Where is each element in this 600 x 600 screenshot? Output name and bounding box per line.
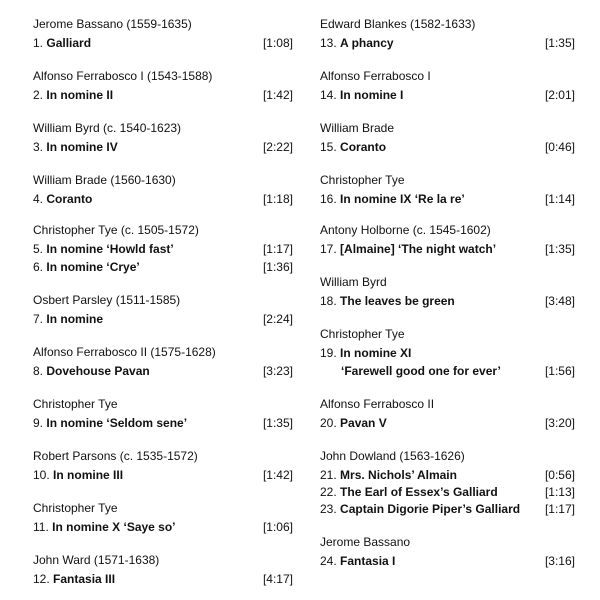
track-duration: [3:23] bbox=[262, 364, 293, 378]
track-title: Captain Digorie Piper’s Galliard bbox=[340, 502, 521, 516]
track-row bbox=[320, 414, 575, 432]
track-title: A phancy bbox=[340, 36, 394, 50]
track-duration: [0:56] bbox=[544, 468, 575, 482]
track-duration: [1:42] bbox=[262, 468, 293, 482]
track-duration: [3:16] bbox=[544, 554, 575, 568]
track-row bbox=[33, 240, 293, 258]
track-number: 6. bbox=[33, 260, 44, 274]
track-row bbox=[320, 292, 575, 310]
composer-name: Robert Parsons (c. 1535-1572) bbox=[33, 449, 198, 463]
track-title: Coranto bbox=[340, 140, 387, 154]
track-number: 19. bbox=[320, 346, 337, 360]
track-duration: [1:08] bbox=[262, 36, 293, 50]
track-title: The Earl of Essex’s Galliard bbox=[340, 485, 498, 499]
composer-name: John Dowland (1563-1626) bbox=[320, 449, 465, 463]
track-number: 10. bbox=[33, 468, 50, 482]
track-title: In nomine X ‘Saye so’ bbox=[52, 520, 176, 534]
composer-name: Christopher Tye (c. 1505-1572) bbox=[33, 223, 199, 237]
track-number: 5. bbox=[33, 242, 44, 256]
track-title: In nomine bbox=[46, 312, 104, 326]
track-number: 16. bbox=[320, 192, 337, 206]
track-row bbox=[320, 34, 575, 52]
composer-name: Edward Blankes (1582-1633) bbox=[320, 17, 476, 31]
composer-name: Antony Holborne (c. 1545-1602) bbox=[320, 223, 491, 237]
track-row bbox=[320, 362, 575, 380]
track-row bbox=[33, 86, 293, 104]
track-number: 4. bbox=[33, 192, 44, 206]
track-duration: [1:14] bbox=[544, 192, 575, 206]
track-title: ‘Farewell good one for ever’ bbox=[341, 364, 501, 378]
composer-name: Christopher Tye bbox=[320, 173, 405, 187]
track-duration: [1:17] bbox=[262, 242, 293, 256]
track-number: 15. bbox=[320, 140, 337, 154]
track-number: 23. bbox=[320, 502, 337, 516]
track-title: In nomine ‘Howld fast’ bbox=[46, 242, 174, 256]
track-title: Coranto bbox=[46, 192, 93, 206]
track-row bbox=[320, 86, 575, 104]
composer-name: Christopher Tye bbox=[33, 501, 118, 515]
track-row bbox=[33, 414, 293, 432]
track-number: 18. bbox=[320, 294, 337, 308]
track-number: 2. bbox=[33, 88, 44, 102]
track-number: 22. bbox=[320, 485, 337, 499]
track-duration: [4:17] bbox=[262, 572, 293, 586]
track-row bbox=[33, 258, 293, 276]
composer-name: William Byrd (c. 1540-1623) bbox=[33, 121, 182, 135]
track-title: Fantasia I bbox=[340, 554, 396, 568]
track-number: 24. bbox=[320, 554, 337, 568]
track-row bbox=[33, 362, 293, 380]
track-title: Fantasia III bbox=[53, 572, 116, 586]
track-title: In nomine ‘Seldom sene’ bbox=[46, 416, 188, 430]
track-number: 21. bbox=[320, 468, 337, 482]
track-number: 9. bbox=[33, 416, 44, 430]
track-row bbox=[320, 500, 575, 518]
track-row bbox=[33, 518, 293, 536]
track-duration: [1:18] bbox=[262, 192, 293, 206]
track-row bbox=[320, 466, 575, 484]
track-row bbox=[33, 34, 293, 52]
composer-name: William Brade (1560-1630) bbox=[33, 173, 176, 187]
track-title: In nomine IX ‘Re la re’ bbox=[340, 192, 465, 206]
track-title: Dovehouse Pavan bbox=[46, 364, 150, 378]
track-row bbox=[33, 466, 293, 484]
track-title: In nomine II bbox=[46, 88, 114, 102]
track-title: The leaves be green bbox=[340, 294, 455, 308]
composer-name: Alfonso Ferrabosco II (1575-1628) bbox=[33, 345, 216, 359]
track-title: In nomine XI bbox=[340, 346, 412, 360]
track-row bbox=[320, 483, 575, 501]
track-duration: [0:46] bbox=[544, 140, 575, 154]
track-duration: [1:13] bbox=[544, 485, 575, 499]
composer-name: William Brade bbox=[320, 121, 395, 135]
composer-name: Osbert Parsley (1511-1585) bbox=[33, 293, 181, 307]
track-duration: [2:01] bbox=[544, 88, 575, 102]
track-duration: [1:35] bbox=[262, 416, 293, 430]
track-title: [Almaine] ‘The night watch’ bbox=[340, 242, 497, 256]
track-duration: [1:35] bbox=[544, 36, 575, 50]
track-row bbox=[320, 344, 575, 362]
track-title: In nomine I bbox=[340, 88, 404, 102]
track-duration: [3:48] bbox=[544, 294, 575, 308]
track-title: Pavan V bbox=[340, 416, 387, 430]
composer-name: Alfonso Ferrabosco II bbox=[320, 397, 435, 411]
track-duration: [2:22] bbox=[262, 140, 293, 154]
track-number: 14. bbox=[320, 88, 337, 102]
track-duration: [1:42] bbox=[262, 88, 293, 102]
track-row bbox=[33, 310, 293, 328]
composer-name: Alfonso Ferrabosco I bbox=[320, 69, 431, 83]
track-duration: [2:24] bbox=[262, 312, 293, 326]
track-row bbox=[33, 138, 293, 156]
track-duration: [1:35] bbox=[544, 242, 575, 256]
track-row bbox=[320, 138, 575, 156]
track-row bbox=[33, 570, 293, 588]
composer-name: William Byrd bbox=[320, 275, 387, 289]
composer-name: Jerome Bassano bbox=[320, 535, 411, 549]
track-title: In nomine ‘Crye’ bbox=[46, 260, 140, 274]
track-duration: [1:56] bbox=[544, 364, 575, 378]
track-number: 3. bbox=[33, 140, 44, 154]
composer-name: Christopher Tye bbox=[33, 397, 118, 411]
track-duration: [3:20] bbox=[544, 416, 575, 430]
track-duration: [1:06] bbox=[262, 520, 293, 534]
composer-name: Jerome Bassano (1559-1635) bbox=[33, 17, 192, 31]
track-number: 12. bbox=[33, 572, 50, 586]
track-row bbox=[33, 190, 293, 208]
track-number: 13. bbox=[320, 36, 337, 50]
track-row bbox=[320, 552, 575, 570]
track-row bbox=[320, 190, 575, 208]
track-number: 20. bbox=[320, 416, 337, 430]
track-title: In nomine III bbox=[53, 468, 124, 482]
track-title: Galliard bbox=[46, 36, 92, 50]
track-number: 7. bbox=[33, 312, 44, 326]
composer-name: John Ward (1571-1638) bbox=[33, 553, 160, 567]
composer-name: Christopher Tye bbox=[320, 327, 405, 341]
composer-name: Alfonso Ferrabosco I (1543-1588) bbox=[33, 69, 213, 83]
track-row bbox=[320, 240, 575, 258]
track-number: 17. bbox=[320, 242, 337, 256]
track-duration: [1:17] bbox=[544, 502, 575, 516]
track-title: In nomine IV bbox=[46, 140, 118, 154]
track-duration: [1:36] bbox=[262, 260, 293, 274]
track-number: 1. bbox=[33, 36, 44, 50]
track-title: Mrs. Nichols’ Almain bbox=[340, 468, 457, 482]
track-number: 11. bbox=[33, 520, 49, 534]
track-number: 8. bbox=[33, 364, 44, 378]
